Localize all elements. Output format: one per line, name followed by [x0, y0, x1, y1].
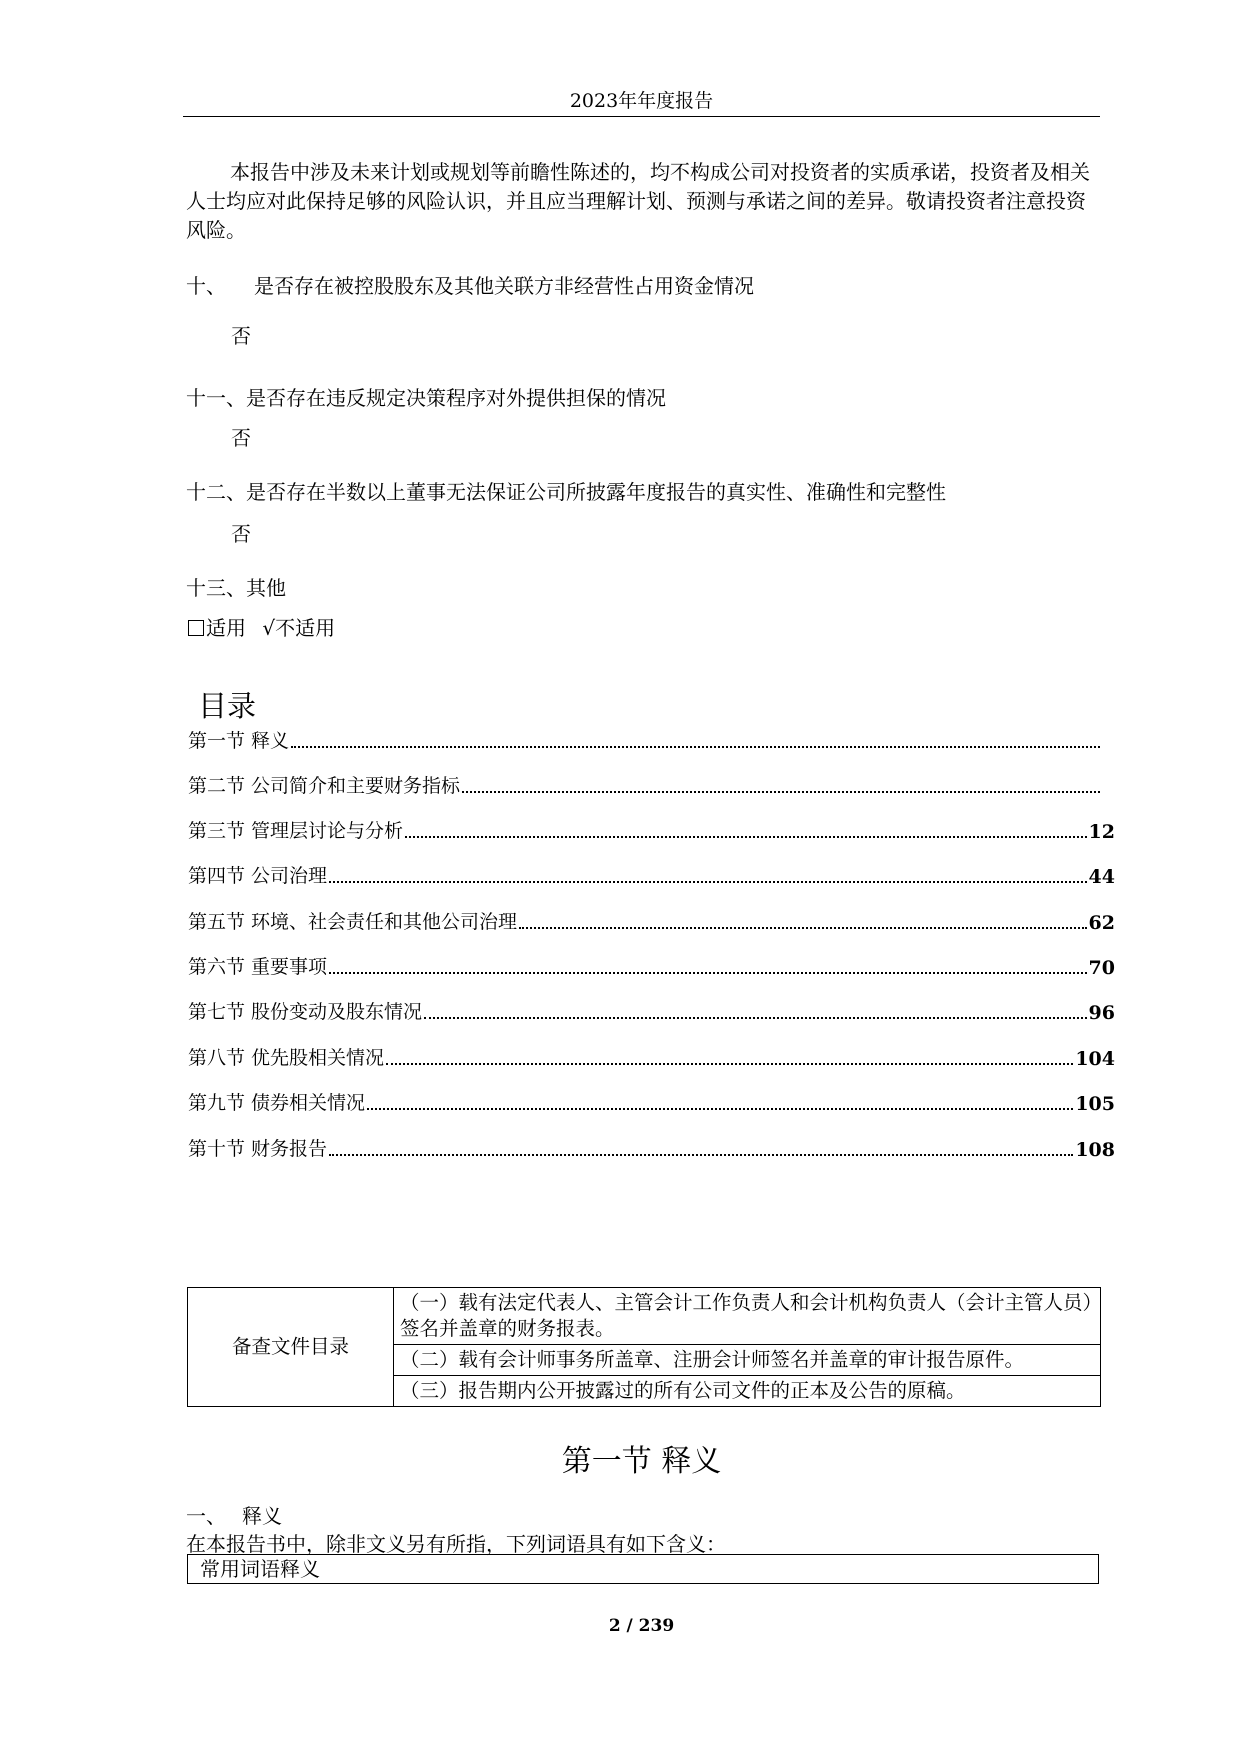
reference-docs-label: 备查文件目录	[188, 1288, 394, 1407]
toc-entry-label: 第二节 公司简介和主要财务指标	[188, 775, 461, 797]
toc-entry[interactable]	[188, 772, 1102, 798]
toc-leader	[424, 1017, 1087, 1019]
section-11-title: 是否存在违反规定决策程序对外提供担保的情况	[246, 386, 666, 410]
toc-leader	[367, 1108, 1073, 1110]
toc-entry[interactable]	[188, 862, 1115, 888]
toc-leader	[329, 881, 1087, 883]
toc-entry-label: 第十节 财务报告	[188, 1138, 328, 1160]
toc-entry-page: 104	[1075, 1048, 1115, 1070]
section-one-title: 第一节 释义	[561, 1444, 722, 1479]
section-12-number: 十二、	[186, 480, 246, 504]
section-13-number: 十三、	[186, 576, 246, 600]
toc-entry-page: 70	[1088, 957, 1115, 979]
definitions-number: 一、	[186, 1504, 226, 1528]
table-row	[188, 1288, 1101, 1345]
toc-entry[interactable]	[188, 908, 1115, 934]
toc-entry[interactable]	[188, 953, 1115, 979]
section-12-heading	[186, 476, 946, 505]
page-number: 2 / 239	[608, 1616, 675, 1636]
applicable-checkbox-icon	[188, 620, 204, 636]
toc-entry-page: 96	[1088, 1002, 1115, 1024]
toc-entry[interactable]	[188, 998, 1115, 1024]
reference-docs-table	[187, 1287, 1101, 1407]
reference-doc-item: （三）报告期内公开披露过的所有公司文件的正本及公告的原稿。	[394, 1376, 1101, 1407]
page-header: 2023年年度报告	[183, 86, 1100, 117]
definitions-intro: 在本报告书中，除非文义另有所指，下列词语具有如下含义：	[186, 1532, 726, 1556]
intro-paragraph: 本报告中涉及未来计划或规划等前瞻性陈述的，均不构成公司对投资者的实质承诺，投资者及相关人士均应对此保持足够的风险认识，并且应当理解计划、预测与承诺之间的差异。敬请投资者注意投资风险。	[186, 160, 1090, 242]
toc-entry-page: 105	[1075, 1093, 1115, 1115]
toc-entry[interactable]	[188, 1044, 1115, 1070]
definitions-heading	[186, 1500, 282, 1529]
toc-leader	[329, 972, 1087, 974]
terms-table-header: 常用词语释义	[187, 1554, 1099, 1584]
toc-leader	[462, 791, 1100, 793]
section-13-heading	[186, 572, 286, 601]
section-11-number: 十一、	[186, 386, 246, 410]
section-12-answer: 否	[231, 522, 251, 546]
section-10-answer: 否	[231, 324, 251, 348]
toc-entry[interactable]	[188, 1089, 1115, 1115]
section-12-title: 是否存在半数以上董事无法保证公司所披露年度报告的真实性、准确性和完整性	[246, 480, 946, 504]
section-10-number: 十、	[186, 274, 226, 298]
toc-leader	[405, 836, 1087, 838]
toc-leader	[329, 1154, 1073, 1156]
toc-entry-label: 第七节 股份变动及股东情况	[188, 1001, 423, 1023]
toc-entry-label: 第五节 环境、社会责任和其他公司治理	[188, 911, 518, 933]
toc-entry-page: 108	[1075, 1139, 1115, 1161]
toc-entry-label: 第九节 债券相关情况	[188, 1092, 366, 1114]
section-10-title: 是否存在被控股股东及其他关联方非经营性占用资金情况	[254, 274, 754, 298]
applicable-label: 适用	[206, 616, 246, 640]
toc-entry-page: 12	[1088, 821, 1115, 843]
toc-entry-label: 第六节 重要事项	[188, 956, 328, 978]
toc-entry-label: 第八节 优先股相关情况	[188, 1047, 385, 1069]
toc-entry[interactable]	[188, 817, 1115, 843]
toc-entry[interactable]	[188, 1135, 1115, 1161]
toc-leader	[519, 927, 1087, 929]
section-13-title: 其他	[246, 576, 286, 600]
section-11-answer: 否	[231, 426, 251, 450]
other-options	[188, 612, 335, 641]
toc-entry-label: 第三节 管理层讨论与分析	[188, 820, 404, 842]
toc-leader	[386, 1063, 1073, 1065]
section-10-heading	[186, 270, 754, 299]
toc-entry[interactable]	[188, 727, 1102, 753]
toc-entry-label: 第一节 释义	[188, 730, 290, 752]
toc-entry-page: 62	[1088, 912, 1115, 934]
reference-doc-item: （一）载有法定代表人、主管会计工作负责人和会计机构负责人（会计主管人员）签名并盖章的财务报表。	[394, 1288, 1101, 1345]
reference-doc-item: （二）载有会计师事务所盖章、注册会计师签名并盖章的审计报告原件。	[394, 1345, 1101, 1376]
toc-entry-page: 44	[1088, 866, 1115, 888]
not-applicable-label: 不适用	[275, 616, 336, 640]
toc-leader	[291, 746, 1100, 748]
section-11-heading	[186, 382, 666, 411]
check-mark-icon: √	[262, 616, 276, 640]
toc-title: 目录	[198, 689, 257, 723]
toc-entry-label: 第四节 公司治理	[188, 865, 328, 887]
definitions-title: 释义	[242, 1504, 282, 1528]
